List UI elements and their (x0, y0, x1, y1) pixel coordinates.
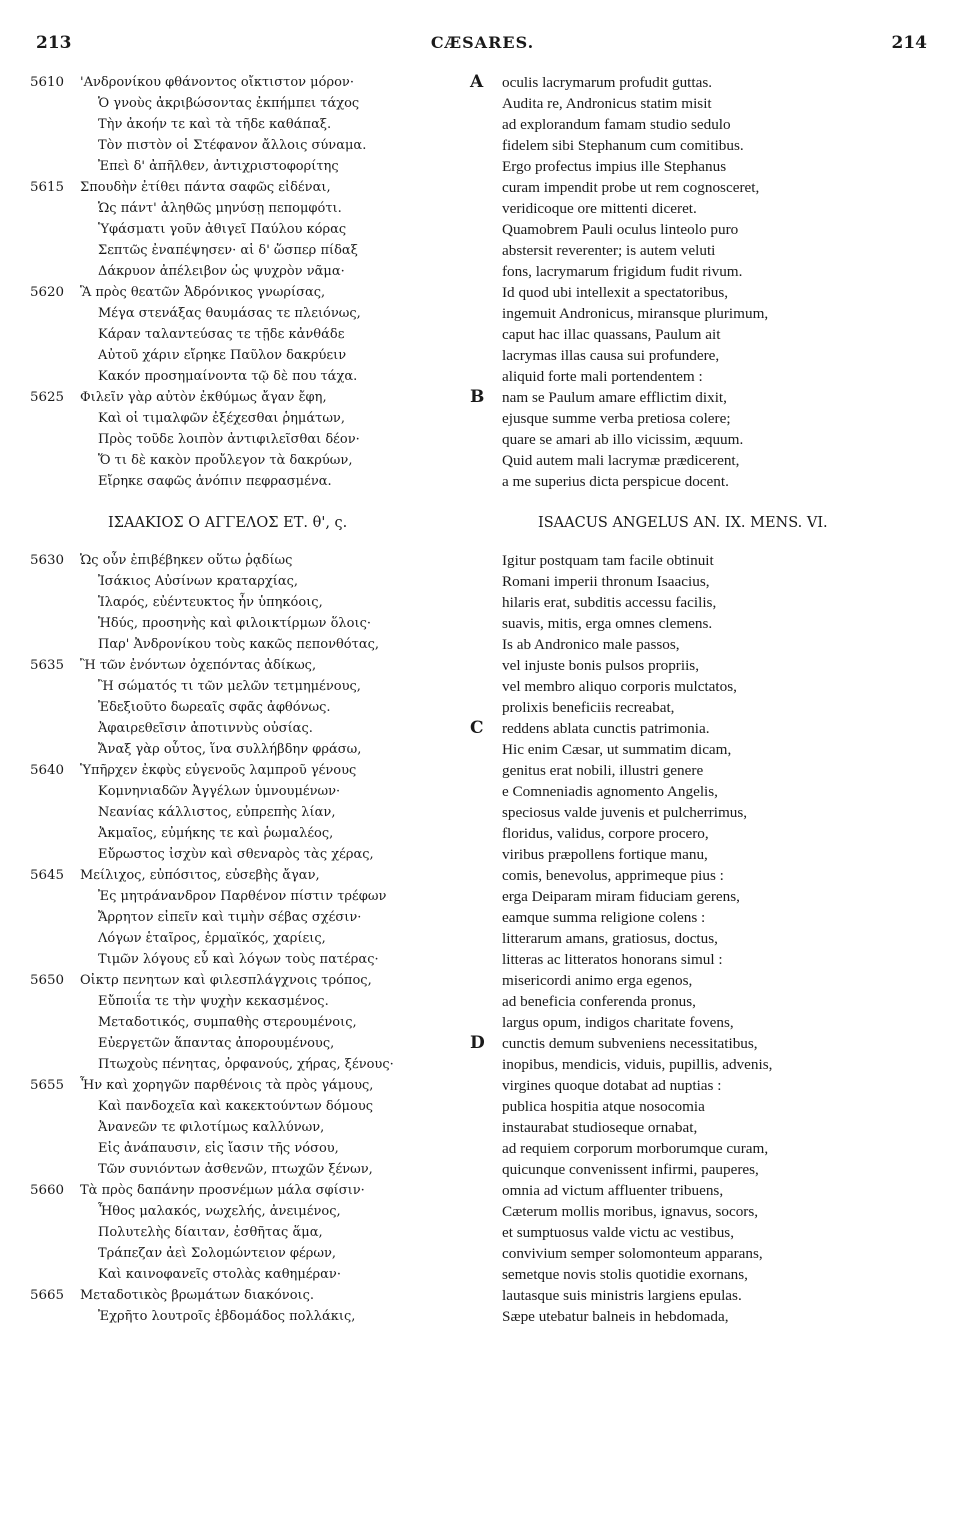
latin-verse-text: litterarum amans, gratiosus, doctus, (502, 930, 718, 947)
greek-verse-line (30, 1096, 470, 1117)
greek-verse-text: Νεανίας κάλλιστος, εὐπρεπὴς λίαν, (98, 805, 336, 820)
page-number-left: 213 (36, 33, 72, 53)
line-number: 5615 (30, 180, 65, 195)
margin-letter: B (470, 387, 485, 407)
latin-verse-text: erga Deiparam miram fiduciam gerens, (502, 888, 740, 905)
latin-verse-line (470, 135, 940, 156)
latin-verse-line (470, 844, 940, 865)
greek-verse-line (30, 135, 470, 156)
greek-verse-text: Λόγων ἑταῖρος, ἑρμαϊκός, χαρίεις, (98, 931, 326, 946)
greek-verse-line (30, 718, 470, 739)
latin-verse-text: ejusque summe verba pretiosa colere; (502, 410, 731, 427)
greek-verse-line (30, 634, 470, 655)
greek-verse-line (30, 1054, 470, 1075)
greek-verse-text: Ἐχρῆτο λουτροῖς ἑβδομάδος πολλάκις, (98, 1309, 356, 1324)
greek-block-1 (30, 72, 470, 492)
latin-verse-line (470, 928, 940, 949)
greek-verse-text: Ἐδεξιοῦτο δωρεαῖς σφᾶς ἀφθόνως. (98, 700, 331, 715)
greek-verse-line (30, 345, 470, 366)
greek-verse-text: Τιμῶν λόγους εὖ καὶ λόγων τοὺς πατέρας· (98, 952, 379, 967)
greek-block-2 (30, 550, 470, 1327)
greek-verse-line (30, 550, 470, 571)
greek-verse-line (30, 240, 470, 261)
latin-verse-line (470, 655, 940, 676)
latin-verse-line (470, 93, 940, 114)
latin-verse-text: genitus erat nobili, illustri genere (502, 762, 704, 779)
greek-verse-line (30, 198, 470, 219)
greek-verse-line (30, 1285, 470, 1306)
latin-verse-line (470, 592, 940, 613)
greek-verse-text: Κακόν προσημαίνοντα τῷ δὲ που τάχα. (98, 369, 358, 384)
greek-verse-text: Παρ' Ἀνδρονίκου τοὺς κακῶς πεπονθότας, (98, 637, 380, 652)
latin-verse-line (470, 1117, 940, 1138)
greek-verse-line (30, 324, 470, 345)
latin-verse-text: Audita re, Andronicus statim misit (502, 95, 712, 112)
latin-verse-text: lacrymas illas causa sui profundere, (502, 347, 720, 364)
latin-verse-line (470, 613, 940, 634)
latin-verse-text: vel injuste bonis pulsos propriis, (502, 657, 700, 674)
latin-verse-line (470, 282, 940, 303)
latin-verse-line (470, 345, 940, 366)
line-number: 5635 (30, 658, 65, 673)
latin-verse-line (470, 114, 940, 135)
greek-verse-line (30, 93, 470, 114)
latin-verse-line (470, 823, 940, 844)
latin-verse-text: Quid autem mali lacrymæ prædicerent, (502, 452, 740, 469)
latin-verse-text: Hic enim Cæsar, ut summatim dicam, (502, 741, 732, 758)
greek-verse-text: Σπουδὴν ἐτίθει πάντα σαφῶς εἰδέναι, (80, 180, 331, 195)
latin-section-title: ISAACUS ANGELUS AN. IX. MENS. VI. (538, 515, 828, 531)
latin-verse-text: ad explorandum famam studio sedulo (502, 116, 731, 133)
greek-verse-text: Κομνηνιαδῶν Ἀγγέλων ὑμνουμένων· (98, 784, 341, 799)
latin-verse-line (470, 240, 940, 261)
line-number: 5625 (30, 390, 65, 405)
running-title: CÆSARES. (430, 33, 535, 52)
latin-verse-line (470, 697, 940, 718)
greek-verse-line (30, 114, 470, 135)
greek-verse-text: Εἴρηκε σαφῶς ἀνόπιν πεφρασμένα. (98, 474, 332, 489)
greek-column (30, 72, 470, 1327)
greek-verse-text: Τὴν ἀκοήν τε καὶ τὰ τῆδε καθάπαξ. (98, 117, 332, 132)
greek-verse-line (30, 177, 470, 198)
greek-verse-text: Ἰσάκιος Αὐσίνων κραταρχίας, (98, 574, 299, 589)
greek-verse-text: Αὐτοῦ χάριν εἴρηκε Παῦλον δακρύειν (98, 348, 347, 363)
line-number: 5645 (30, 868, 65, 883)
greek-verse-text: Ἡδύς, προσηνὴς καὶ φιλοικτίρμων ὅλοις· (98, 616, 371, 631)
latin-verse-line (470, 802, 940, 823)
greek-verse-line (30, 1033, 470, 1054)
latin-verse-text: prolixis beneficiis recreabat, (502, 699, 675, 716)
latin-verse-text: suavis, mitis, erga omnes clemens. (502, 615, 713, 632)
line-number: 5620 (30, 285, 65, 300)
greek-verse-line (30, 802, 470, 823)
latin-verse-line (470, 634, 940, 655)
latin-verse-line (470, 1285, 940, 1306)
greek-verse-text: Τὰ πρὸς δαπάνην προσνέμων μάλα σφίσιν· (80, 1183, 365, 1198)
greek-verse-text: Ὁ γνοὺς ἀκριβώσοντας ἐκπήμπει τάχος (98, 96, 360, 111)
greek-verse-line (30, 592, 470, 613)
latin-verse-text: Romani imperii thronum Isaacius, (502, 573, 710, 590)
latin-verse-text: vel membro aliquo corporis mulctatos, (502, 678, 737, 695)
line-number: 5655 (30, 1078, 65, 1093)
greek-verse-text: Ὅ τι δὲ κακὸν προὔλεγον τὰ δακρύων, (98, 453, 353, 468)
greek-verse-text: Ἀφαιρεθεῖσιν ἀποτιννὺς οὐσίας. (98, 721, 313, 736)
latin-verse-text: convivium semper solomonteum apparans, (502, 1245, 763, 1262)
latin-verse-line (470, 991, 940, 1012)
latin-verse-text: fons, lacrymarum frigidum fudit rivum. (502, 263, 743, 280)
latin-verse-text: veridicoque ore mittenti diceret. (502, 200, 697, 217)
latin-verse-text: lautasque suis ministris largiens epulas. (502, 1287, 742, 1304)
greek-verse-line (30, 613, 470, 634)
latin-verse-text: comis, benevolus, apprimeque pius : (502, 867, 724, 884)
greek-verse-text: Τράπεζαν ἀεὶ Σολομώντειον φέρων, (98, 1246, 337, 1261)
greek-verse-line (30, 471, 470, 492)
greek-verse-text: Εὐεργετῶν ἅπαντας ἀπορουμένους, (98, 1036, 335, 1051)
latin-verse-line (470, 1054, 940, 1075)
latin-verse-text: Ergo profectus impius ille Stephanus (502, 158, 727, 175)
latin-verse-text: oculis lacrymarum profudit guttas. (502, 74, 713, 91)
latin-verse-line (470, 219, 940, 240)
greek-verse-line (30, 408, 470, 429)
latin-verse-line (470, 865, 940, 886)
latin-verse-line (470, 198, 940, 219)
greek-verse-line (30, 219, 470, 240)
latin-verse-text: inopibus, mendicis, viduis, pupillis, advenis, (502, 1056, 773, 1073)
greek-verse-line (30, 261, 470, 282)
latin-verse-line (470, 739, 940, 760)
latin-verse-line (470, 261, 940, 282)
latin-verse-text: reddens ablata cunctis patrimonia. (502, 720, 710, 737)
greek-verse-line (30, 282, 470, 303)
greek-verse-line (30, 865, 470, 886)
greek-verse-text: Πολυτελὴς δίαιταν, ἐσθῆτας ἅμα, (98, 1225, 323, 1240)
greek-verse-text: Εὔποιΐα τε τὴν ψυχὴν κεκασμένος. (98, 994, 329, 1009)
latin-verse-line (470, 1096, 940, 1117)
greek-verse-line (30, 1138, 470, 1159)
latin-verse-line (470, 1243, 940, 1264)
latin-verse-line (470, 156, 940, 177)
latin-verse-line (470, 1306, 940, 1327)
greek-verse-line (30, 72, 470, 93)
greek-verse-line (30, 991, 470, 1012)
latin-verse-text: aliquid forte mali portendentem : (502, 368, 703, 385)
greek-verse-text: Εὔρωστος ἰσχὺν καὶ σθεναρὸς τὰς χέρας, (98, 847, 374, 862)
line-number: 5640 (30, 763, 65, 778)
greek-verse-text: Φιλεῖν γὰρ αὐτὸν ἐκθύμως ἄγαν ἔφη, (80, 390, 327, 405)
greek-verse-line (30, 928, 470, 949)
greek-verse-text: Ἦθος μαλακός, νωχελής, ἀνειμένος, (98, 1204, 341, 1219)
greek-verse-line (30, 1201, 470, 1222)
greek-verse-text: Εἰς ἀνάπαυσιν, εἰς ἴασιν τῆς νόσου, (98, 1141, 339, 1156)
greek-verse-line (30, 907, 470, 928)
latin-verse-text: viribus præpollens fortique manu, (502, 846, 708, 863)
margin-letter: D (470, 1033, 485, 1053)
latin-verse-text: e Comneniadis agnomento Angelis, (502, 783, 718, 800)
latin-verse-line (470, 676, 940, 697)
latin-verse-text: speciosus valde juvenis et pulcherrimus, (502, 804, 748, 821)
latin-verse-line (470, 1012, 940, 1033)
latin-verse-line (470, 886, 940, 907)
greek-verse-text: Ἃ πρὸς θεατῶν Ἀδρόνικος γνωρίσας, (80, 285, 326, 300)
latin-verse-text: publica hospitia atque nosocomia (502, 1098, 705, 1115)
latin-verse-line (470, 303, 940, 324)
greek-verse-text: Ἄναξ γὰρ οὗτος, ἵνα συλλήβδην φράσω, (98, 742, 362, 757)
greek-verse-text: Ἐπεὶ δ' ἀπῆλθεν, ἀντιχριστοφορίτης (98, 159, 339, 174)
latin-verse-line (470, 72, 940, 93)
latin-verse-text: a me superius dicta perspicue docent. (502, 473, 729, 490)
latin-verse-line (470, 387, 940, 408)
line-number: 5630 (30, 553, 65, 568)
greek-verse-line (30, 739, 470, 760)
greek-verse-text: Μέγα στενάξας θαυμάσας τε πλειόνως, (98, 306, 361, 321)
latin-verse-text: Cæterum mollis moribus, ignavus, socors, (502, 1203, 759, 1220)
greek-verse-text: Μείλιχος, εὐπόσιτος, εὐσεβὴς ἄγαν, (80, 868, 320, 883)
greek-verse-text: Οἰκτρ πενητων καὶ φιλεσπλάγχνοις τρόπος, (80, 973, 372, 988)
latin-verse-text: quicunque convenissent infirmi, pauperes, (502, 1161, 759, 1178)
latin-verse-line (470, 1180, 940, 1201)
greek-verse-line (30, 1012, 470, 1033)
latin-verse-line (470, 324, 940, 345)
greek-verse-line (30, 1222, 470, 1243)
greek-section-title: ΙΣΑΑΚΙΟΣ Ο ΑΓΓΕΛΟΣ ΕΤ. θ', ς. (108, 515, 348, 531)
latin-verse-line (470, 366, 940, 387)
greek-verse-line (30, 450, 470, 471)
latin-verse-text: instaurabat studioseque ornabat, (502, 1119, 698, 1136)
greek-verse-line (30, 429, 470, 450)
latin-verse-text: fidelem sibi Stephanum cum comitibus. (502, 137, 744, 154)
latin-verse-text: cunctis demum subveniens necessitatibus, (502, 1035, 758, 1052)
latin-verse-line (470, 781, 940, 802)
greek-verse-text: Καὶ πανδοχεῖα καὶ κακεκτούντων δόμους (98, 1099, 374, 1114)
greek-verse-line (30, 1075, 470, 1096)
latin-verse-line (470, 1075, 940, 1096)
latin-verse-line (470, 408, 940, 429)
line-number: 5665 (30, 1288, 65, 1303)
greek-verse-text: Κάραν ταλαντεύσας τε τῇδε κἀνθάδε (98, 327, 345, 342)
latin-column (470, 72, 940, 1327)
greek-verse-line (30, 970, 470, 991)
latin-verse-text: semetque novis stolis quotidie exornans, (502, 1266, 748, 1283)
greek-verse-line (30, 949, 470, 970)
latin-verse-line (470, 429, 940, 450)
latin-verse-line (470, 550, 940, 571)
latin-verse-text: quare se amari ab illo vicissim, æquum. (502, 431, 744, 448)
line-number: 5660 (30, 1183, 65, 1198)
latin-verse-text: omnia ad victum affluenter tribuens, (502, 1182, 724, 1199)
greek-verse-text: Ἱλαρός, εὐέντευκτος ἦν ὑπηκόοις, (98, 595, 323, 610)
greek-verse-line (30, 781, 470, 802)
latin-verse-text: Sæpe utebatur balneis in hebdomada, (502, 1308, 729, 1325)
latin-verse-text: eamque summa religione colens : (502, 909, 706, 926)
latin-verse-text: caput hac illac quassans, Paulum ait (502, 326, 721, 343)
greek-verse-line (30, 676, 470, 697)
latin-verse-line (470, 1201, 940, 1222)
greek-verse-text: Ἢ σώματός τι τῶν μελῶν τετμημένους, (98, 679, 361, 694)
line-number: 5650 (30, 973, 65, 988)
greek-verse-line (30, 303, 470, 324)
greek-verse-line (30, 571, 470, 592)
greek-verse-text: Ἐς μητράνανδρον Παρθένον πίστιν τρέφων (98, 889, 387, 904)
greek-verse-text: Ὑφάσματι γοῦν ἀθιγεῖ Παύλου κόρας (98, 222, 347, 237)
latin-verse-text: ad beneficia conferenda pronus, (502, 993, 696, 1010)
latin-verse-text: floridus, validus, corpore procero, (502, 825, 709, 842)
greek-verse-text: Ὑπῆρχεν ἐκφὺς εὐγενοῦς λαμπροῦ γένους (80, 763, 357, 778)
latin-verse-line (470, 471, 940, 492)
greek-verse-text: Ἦν καὶ χορηγῶν παρθένοις τὰ πρὸς γάμους, (80, 1078, 374, 1093)
greek-verse-line (30, 1180, 470, 1201)
greek-verse-line (30, 156, 470, 177)
latin-verse-text: litteras ac litteratos honorans simul : (502, 951, 723, 968)
latin-verse-line (470, 1264, 940, 1285)
greek-verse-text: Τῶν συνιόντων ἀσθενῶν, πτωχῶν ξένων, (98, 1162, 373, 1177)
latin-verse-line (470, 177, 940, 198)
greek-verse-line (30, 844, 470, 865)
greek-verse-line (30, 1243, 470, 1264)
line-number: 5610 (30, 75, 65, 90)
greek-verse-text: Ἄρρητον εἰπεῖν καὶ τιμὴν σέβας σχέσιν· (98, 910, 362, 925)
latin-verse-line (470, 970, 940, 991)
greek-verse-text: Μεταδοτικὸς βρωμάτων διακόνοις. (80, 1288, 315, 1303)
greek-verse-line (30, 823, 470, 844)
greek-verse-line (30, 1264, 470, 1285)
greek-verse-text: Ἀνανεῶν τε φιλοτίμως καλλύνων, (98, 1120, 325, 1135)
greek-verse-line (30, 697, 470, 718)
greek-verse-line (30, 1306, 470, 1327)
greek-verse-line (30, 655, 470, 676)
margin-letter: A (470, 72, 484, 92)
latin-verse-text: misericordi animo erga egenos, (502, 972, 693, 989)
latin-verse-line (470, 1159, 940, 1180)
latin-verse-text: Quamobrem Pauli oculus linteolo puro (502, 221, 739, 238)
latin-verse-text: ad requiem corporum morborumque curam, (502, 1140, 769, 1157)
greek-verse-text: Ὡς πάντ' ἀληθῶς μηνύσῃ πεπομφότι. (98, 201, 342, 216)
latin-verse-text: et sumptuosus valde victu ac vestibus, (502, 1224, 734, 1241)
latin-verse-line (470, 571, 940, 592)
page-number-right: 214 (891, 33, 927, 53)
latin-verse-text: Is ab Andronico male passos, (502, 636, 680, 653)
latin-verse-text: abstersit reverenter; is autem veluti (502, 242, 716, 259)
greek-verse-text: 'Ανδρονίκου φθάνοντος οἴκτιστον μόρον· (80, 75, 354, 90)
greek-verse-line (30, 387, 470, 408)
latin-block-1 (470, 72, 940, 492)
latin-verse-line (470, 1222, 940, 1243)
greek-verse-text: Ἀκμαῖος, εὐμήκης τε καὶ ῥωμαλέος, (98, 826, 334, 841)
latin-verse-line (470, 1033, 940, 1054)
latin-verse-line (470, 760, 940, 781)
greek-verse-line (30, 760, 470, 781)
greek-verse-text: Τὸν πιστὸν οἱ Στέφανον ἄλλοις σύναμα. (98, 138, 367, 153)
latin-verse-line (470, 907, 940, 928)
greek-verse-text: Καὶ καινοφανεῖς στολὰς καθημέραν· (98, 1267, 341, 1282)
greek-verse-text: Ἢ τῶν ἐνόντων ὀχεπόντας ἀδίκως, (80, 658, 317, 673)
greek-verse-line (30, 886, 470, 907)
greek-verse-line (30, 1159, 470, 1180)
latin-verse-line (470, 1138, 940, 1159)
latin-verse-text: ingemuit Andronicus, miransque plurimum, (502, 305, 769, 322)
greek-verse-line (30, 366, 470, 387)
greek-verse-text: Μεταδοτικός, συμπαθὴς στερουμένοις, (98, 1015, 357, 1030)
latin-verse-text: largus opum, indigos charitate fovens, (502, 1014, 734, 1031)
greek-verse-text: Δάκρυον ἀπέλειβον ὡς ψυχρὸν νᾶμα· (98, 264, 345, 279)
latin-verse-text: virgines quoque dotabat ad nuptias : (502, 1077, 722, 1094)
latin-verse-line (470, 949, 940, 970)
latin-verse-text: nam se Paulum amare efflictim dixit, (502, 389, 727, 406)
greek-verse-text: Ὡς οὖν ἐπιβέβηκεν οὕτω ῥᾳδίως (80, 553, 293, 568)
latin-verse-line (470, 450, 940, 471)
latin-verse-text: Igitur postquam tam facile obtinuit (502, 552, 714, 569)
margin-letter: C (470, 718, 484, 738)
greek-verse-text: Πρὸς τοῦδε λοιπὸν ἀντιφιλεῖσθαι δέον· (98, 432, 360, 447)
greek-verse-text: Πτωχοὺς πένητας, ὀρφανούς, χήρας, ξένους· (98, 1057, 394, 1072)
latin-verse-text: Id quod ubi intellexit a spectatoribus, (502, 284, 729, 301)
latin-block-2 (470, 550, 940, 1327)
latin-verse-text: hilaris erat, subditis accessu facilis, (502, 594, 717, 611)
greek-verse-text: Σεπτῶς ἐναπέψησεν· αἱ δ' ὥσπερ πίδαξ (98, 243, 358, 258)
greek-verse-text: Καὶ οἱ τιμαλφῶν ἐξέχεσθαι ῥημάτων, (98, 411, 345, 426)
latin-verse-text: curam impendit probe ut rem cognosceret, (502, 179, 760, 196)
greek-verse-line (30, 1117, 470, 1138)
latin-verse-line (470, 718, 940, 739)
